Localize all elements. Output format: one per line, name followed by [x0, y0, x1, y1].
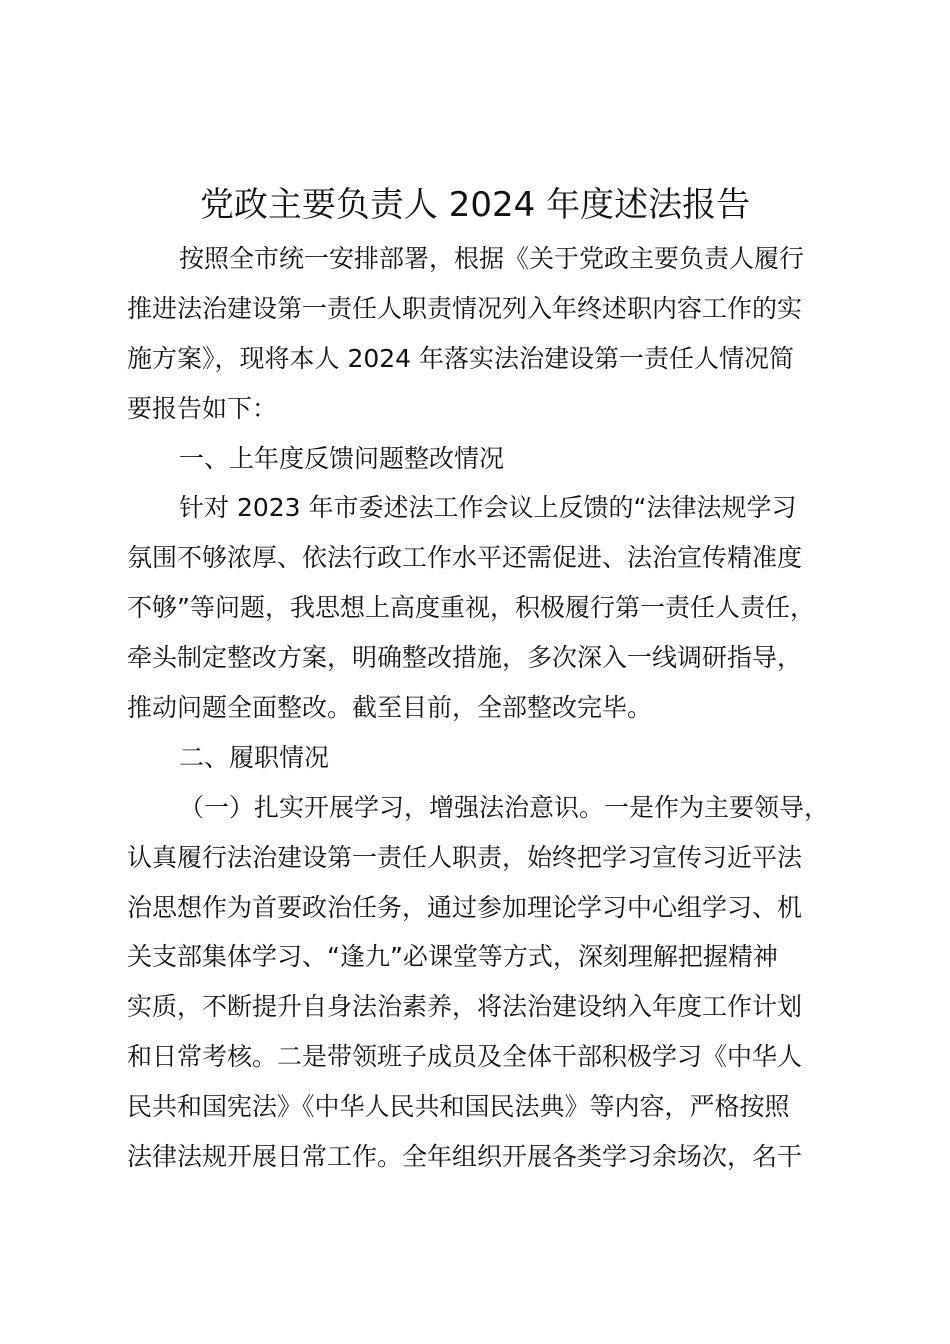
body-line: 推进法治建设第一责任人职责情况列入年终述职内容工作的实	[127, 293, 803, 323]
document-title: 党政主要负责人 2024 年度述法报告	[199, 185, 751, 225]
body-line: 民共和国宪法》《中华人民共和国民法典》等内容，严格按照	[127, 1092, 790, 1122]
body-line: 法律法规开展日常工作。全年组织开展各类学习余场次，名干	[127, 1142, 803, 1172]
body-line: 氛围不够浓厚、依法行政工作水平还需促进、法治宣传精准度	[127, 543, 803, 573]
body-line: 施方案》，现将本人 2024 年落实法治建设第一责任人情况简	[127, 343, 795, 373]
body-line: 二、履职情况	[179, 742, 330, 772]
body-line: 实质，不断提升自身法治素养，将法治建设纳入年度工作计划	[127, 992, 803, 1022]
body-line: 要报告如下：	[127, 393, 278, 423]
body-line: 推动问题全面整改。截至目前，全部整改完毕。	[127, 693, 653, 723]
body-line: 和日常考核。二是带领班子成员及全体干部积极学习《中华人	[127, 1042, 803, 1072]
body-line: 一、上年度反馈问题整改情况	[179, 443, 505, 473]
body-line: 针对 2023 年市委述法工作会议上反馈的“法律法规学习	[179, 493, 797, 523]
body-line: （一）扎实开展学习，增强法治意识。一是作为主要领导，	[179, 792, 830, 822]
body-line: 治思想作为首要政治任务，通过参加理论学习中心组学习、机	[127, 892, 803, 922]
document-body	[127, 234, 837, 1182]
body-line: 认真履行法治建设第一责任人职责，始终把学习宣传习近平法	[127, 842, 803, 872]
body-line: 不够”等问题，我思想上高度重视，积极履行第一责任人责任，	[127, 593, 815, 623]
body-line: 牵头制定整改方案，明确整改措施，多次深入一线调研指导，	[127, 643, 803, 673]
body-line: 关支部集体学习、“逢九”必课堂等方式，深刻理解把握精神	[127, 942, 778, 972]
body-line: 按照全市统一安排部署，根据《关于党政主要负责人履行	[179, 244, 805, 273]
